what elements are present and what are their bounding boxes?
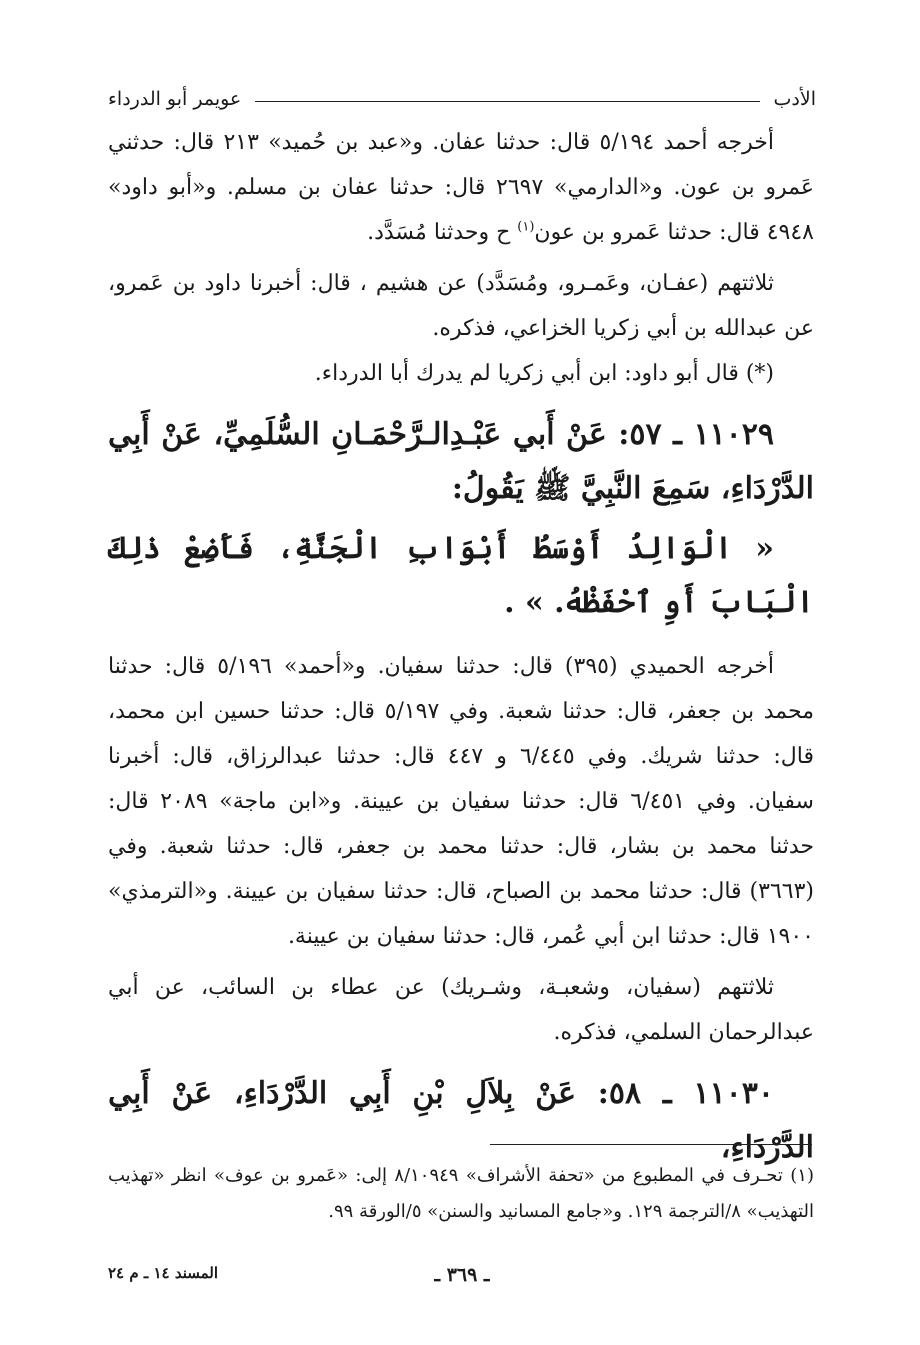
takhrij-paragraph-1-text: أخرجه أحمد ٥/١٩٤ قال: حدثنا عفان. و«عبد بن حُميد» ٢١٣ قال: حدثني عَمرو بن عون. و«الدارمي» ٢٦٩٧ قال: حدثنا عفان بن مسلم. و«أبو داود» ٤٩٤٨ قال: حدثنا عَمرو بن عون xyxy=(108,130,814,245)
header-rule xyxy=(255,101,759,102)
hadith-58-intro: ١١٠٣٠ ـ ٥٨: عَنْ بِلاَلِ بْنِ أَبِي الدَّرْدَاءِ، عَنْ أَبِي الدَّرْدَاءِ، xyxy=(108,1076,814,1165)
page-number: ـ ٣٦٩ ـ xyxy=(434,1264,490,1286)
running-header xyxy=(108,84,816,114)
takhrij-paragraph-1 xyxy=(108,120,814,255)
abu-dawud-note: (*) قال أبو داود: ابن أبي زكريا لم يدرك أبا الدرداء. xyxy=(314,361,774,386)
header-chapter-title: عويمر أبو الدرداء xyxy=(108,88,242,110)
chain-paragraph-1: ثلاثتهم (عفـان، وعَمـرو، ومُسَدَّد) عن هشيم ، قال: أخبرنا داود بن عَمرو، عن عبدالله بن أبي زكريا الخزاعي، فذكره. xyxy=(108,271,814,341)
takhrij-paragraph-1-end: ح وحدثنا مُسَدَّد. xyxy=(367,220,518,245)
header-section-title: الأدب xyxy=(773,88,816,110)
volume-signature: المسند ١٤ ـ م ٢٤ xyxy=(108,1264,219,1282)
main-text xyxy=(108,120,814,1181)
takhrij-paragraph-2: أخرجه الحميدي (٣٩٥) قال: حدثنا سفيان. و«أحمد» ٥/١٩٦ قال: حدثنا محمد بن جعفر، قال: حدثنا شعبة. وفي ٥/١٩٧ قال: حدثنا حسين ابن محمد، قال: حدثنا شريك. وفي ٦/٤٤٥ و ٤٤٧ قال: حدثنا عبدالرزاق، قال: أخبرنا سفيان. وفي ٦/٤٥١ قال: حدثنا سفيان بن عيينة. و«ابن ماجة» ٢٠٨٩ قال: حدثنا محمد بن بشار، قال: حدثنا محمد بن جعفر، قال: حدثنا شعبة. وفي (٣٦٦٣) قال: حدثنا محمد بن الصباح، قال: حدثنا سفيان بن عيينة. و«الترمذي» ١٩٠٠ قال: حدثنا ابن أبي عُمر، قال: حدثنا سفيان بن عيينة. xyxy=(108,654,815,949)
chain-paragraph-2: ثلاثتهم (سفيان، وشعبـة، وشـريك) عن عطاء بن السائب، عن أبي عبدالرحمان السلمي، فذكره. xyxy=(108,975,814,1045)
hadith-57-intro: ١١٠٢٩ ـ ٥٧: عَنْ أَبي عَبْـدِالـرَّحْمَـانِ السُّلَمِيِّ، عَنْ أَبِي الدَّرْدَاءِ، سَمِعَ النَّبِيَّ ﷺ يَقُولُ: xyxy=(108,417,814,506)
footnote-marker: (١) xyxy=(517,219,535,235)
page-footer xyxy=(108,1264,816,1294)
footnote-1: (١) تحـرف في المطبوع من «تحفة الأشراف» ٨/١٠٩٤٩ إلى: «عَمرو بن عوف» انظر «تهذيب التهذيب» ٨/الترجمة ١٢٩. و«جامع المسانيد والسنن» ٥/الورقة ٩٩. xyxy=(108,1165,814,1222)
hadith-57-text: « الْوَالِدُ أَوْسَطُ أَبْوَابِ الْجَنَّةِ، فَأَضِعْ ذٰلِكَ الْبَابَ أَوِ ٱحْفَظْهُ. » . xyxy=(108,531,814,620)
footnote-separator xyxy=(490,1144,812,1145)
footnotes xyxy=(108,1158,814,1230)
